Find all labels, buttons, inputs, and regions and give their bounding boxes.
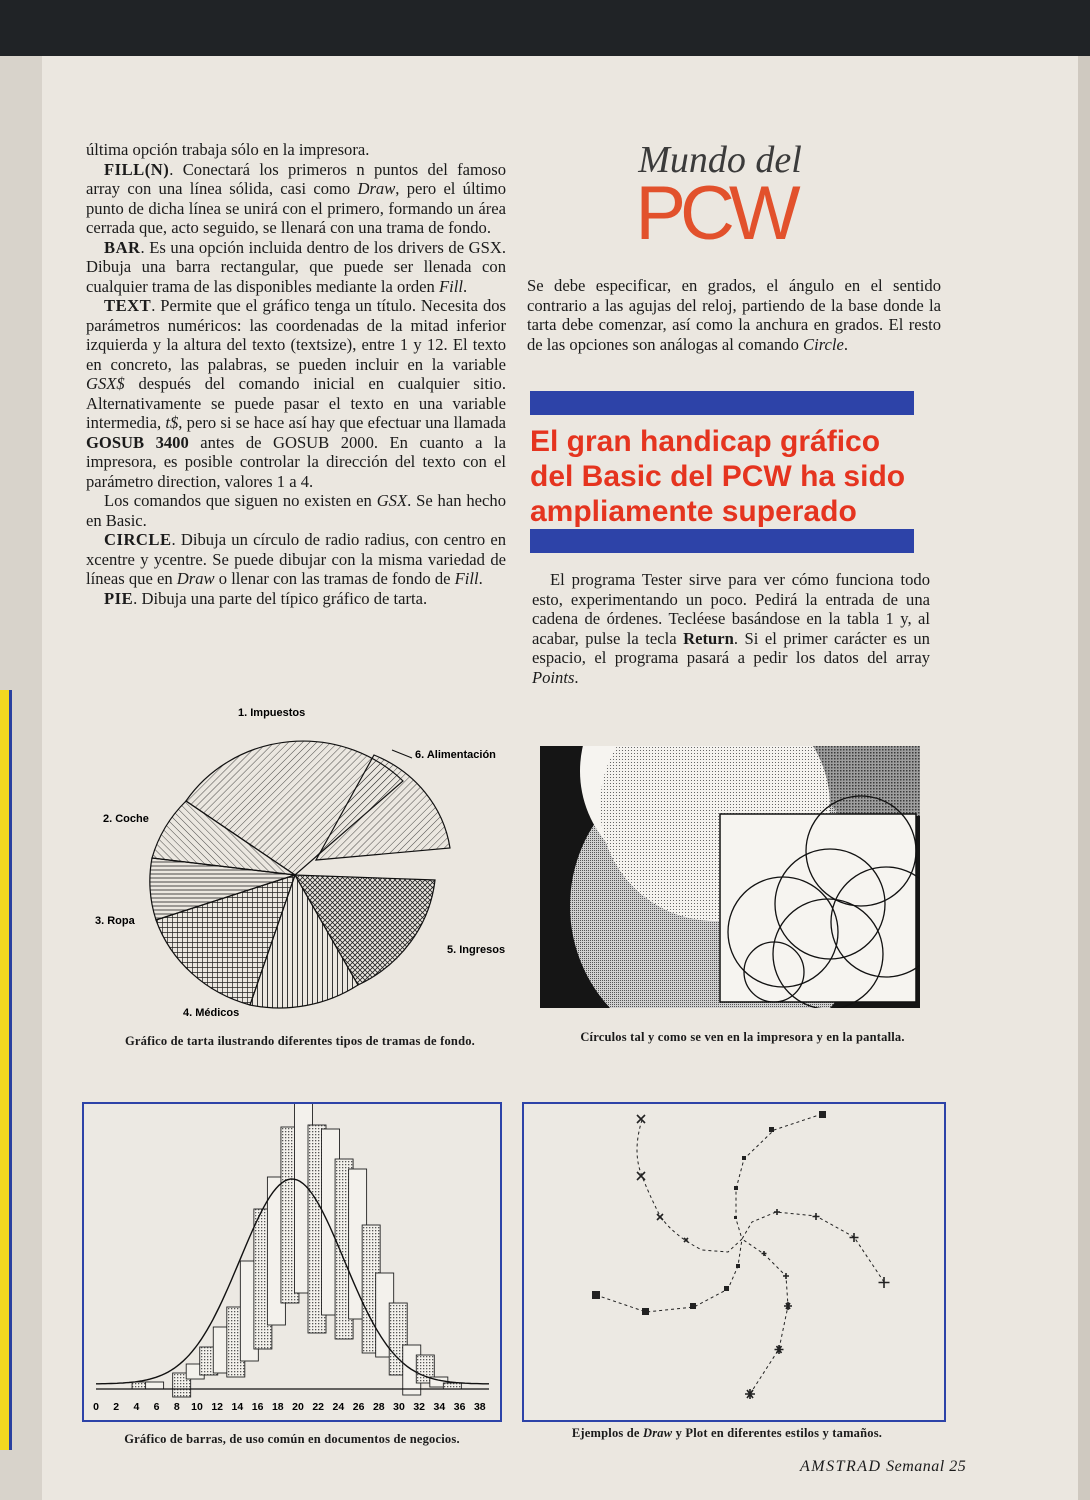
x-tick-label: 30 (393, 1401, 405, 1413)
draw-plot-caption: Ejemplos de Draw y Plot en diferentes estilos y tamaños. (571, 1426, 883, 1440)
paragraph-text: TEXT. Permite que el gráfico tenga un título. Necesita dos parámetros numéricos: las coordenadas de la mitad inferior izquierda y la altura del texto (textsize), entre 1 y 12. El texto en concreto, las palabras, se pueden incluir en la variable GSX$ después del comando inicial en cualquier sitio. Alternativamente se puede pasar el texto en una variable intermedia, t$, pero si se hace así hay que efectuar una llamada GOSUB 3400 antes de GOSUB 2000. En cuanto a la impresora, es posible controlar la dirección del texto con el parámetro direction, valores 1 a 4. (86, 296, 506, 491)
x-tick-label: 26 (352, 1401, 365, 1413)
circles-caption: Círculos tal y como se ven en la impresora y en la pantalla. (580, 1030, 905, 1044)
bar-chart-frame (82, 1102, 502, 1422)
x-tick-label: 14 (231, 1401, 244, 1413)
x-tick-label: 10 (191, 1401, 203, 1413)
draw-plot-frame (522, 1102, 946, 1422)
x-tick-label: 20 (292, 1401, 304, 1413)
headline-line-3: ampliamente superado (530, 495, 857, 528)
headline-bottom-band (530, 529, 914, 553)
footer-word: Semanal (886, 1458, 945, 1475)
pie-leader-alimentacion (392, 750, 412, 758)
right-text-column-top (527, 276, 941, 354)
scan-top-band (0, 0, 1090, 56)
paragraph-commands: Los comandos que siguen no existen en GSX. Se han hecho en Basic. (86, 491, 506, 530)
x-tick-label: 16 (251, 1401, 264, 1413)
paragraph-intro: última opción trabaja sólo en la impresora. (86, 140, 370, 159)
x-tick-label: 6 (153, 1401, 160, 1413)
x-tick-label: 22 (312, 1401, 325, 1413)
headline-top-band (530, 391, 914, 415)
pie-caption: Gráfico de tarta ilustrando diferentes tipos de tramas de fondo. (124, 1034, 476, 1048)
x-tick-label: 8 (173, 1401, 180, 1413)
bar (146, 1382, 164, 1389)
headline (530, 424, 930, 529)
x-tick-label: 24 (332, 1401, 345, 1413)
x-tick-label: 28 (372, 1401, 385, 1413)
pie-label-alimentacion: 6. Alimentación (415, 749, 496, 761)
plot-x-markers (637, 1115, 688, 1242)
section-title-mundo: Mundo del (638, 139, 802, 181)
x-tick-label: 32 (413, 1401, 426, 1413)
paragraph-pie-angles: Se debe especificar, en grados, el ángulo en el sentido contrario a las agujas del reloj, partiendo de la base donde la tarta debe comenzar, así como la anchura en grados. El resto de las opciones son análogas al comando Circle. (527, 276, 941, 354)
footer-brand: AMSTRAD (800, 1458, 882, 1475)
pie-label-ropa: 3. Ropa (95, 915, 135, 927)
x-tick-label: 2 (113, 1401, 120, 1413)
paragraph-fill: FILL(N). Conectará los primeros n puntos del famoso array con una línea sólida, casi como Draw, pero el último punto de dicha línea se unirá con el primero, formando un área cerrada que, acto seguido, se llenará con una trama de fondo. (86, 159, 507, 237)
circles-figure (540, 746, 920, 1008)
footer-page-number: 25 (949, 1458, 967, 1475)
pie-label-impuestos: 1. Impuestos (238, 707, 306, 719)
page-footer (800, 1458, 966, 1476)
paragraph-pie: PIE. Dibuja una parte del típico gráfico de tarta. (104, 588, 428, 608)
headline-line-1: El gran handicap gráfico (530, 425, 881, 458)
plot-star-markers (745, 1251, 792, 1399)
section-title-pcw: PCW (635, 171, 795, 256)
spiral-lines (596, 1114, 884, 1394)
pie-label-coche: 2. Coche (103, 813, 149, 825)
previous-page-yellow-tab (0, 690, 12, 1450)
right-text-column-bottom (532, 570, 930, 687)
paragraph-circle: CIRCLE. Dibuja un círculo de radio radius, con centro en xcentre y ycentre. Se puede dibujar con la misma variedad de líneas que en Draw o llenar con las tramas de fondo de Fill. (86, 530, 506, 588)
x-tick-label: 34 (433, 1401, 446, 1413)
paragraph-tester: El programa Tester sirve para ver cómo funciona todo esto, experimentando un poco. Pedirá la entrada de una cadena de órdenes. Tecléese basándose en la tabla 1 y, al acabar, pulse la tecla Return. Si el primer carácter es un espacio, el programa pasará a pedir los datos del array Points. (532, 570, 930, 687)
bar-chart (84, 1104, 500, 1420)
x-tick-label: 12 (211, 1401, 224, 1413)
pie-chart (150, 741, 450, 1008)
bar-chart-caption: Gráfico de barras, de uso común en documentos de negocios. (124, 1432, 460, 1446)
plot-plus-markers (774, 1209, 890, 1288)
x-tick-label: 36 (453, 1401, 466, 1413)
x-tick-label: 18 (271, 1401, 284, 1413)
pie-figure (90, 700, 530, 1030)
left-text-column (86, 140, 506, 608)
circles-printer-render (540, 746, 920, 1008)
x-tick-label: 0 (93, 1401, 99, 1413)
bar (443, 1383, 461, 1389)
headline-line-2: del Basic del PCW ha sido (530, 460, 906, 493)
x-tick-label: 4 (133, 1401, 140, 1413)
draw-plot-figure (524, 1104, 944, 1420)
pie-label-medicos: 4. Médicos (183, 1007, 240, 1019)
x-tick-label: 38 (473, 1401, 486, 1413)
pie-label-ingresos: 5. Ingresos (447, 944, 506, 956)
paragraph-bar: BAR. Es una opción incluida dentro de los drivers de GSX. Dibuja una barra rectangular, que puede ser llenada con cualquier trama de las disponibles mediante la orden Fill. (86, 237, 506, 296)
